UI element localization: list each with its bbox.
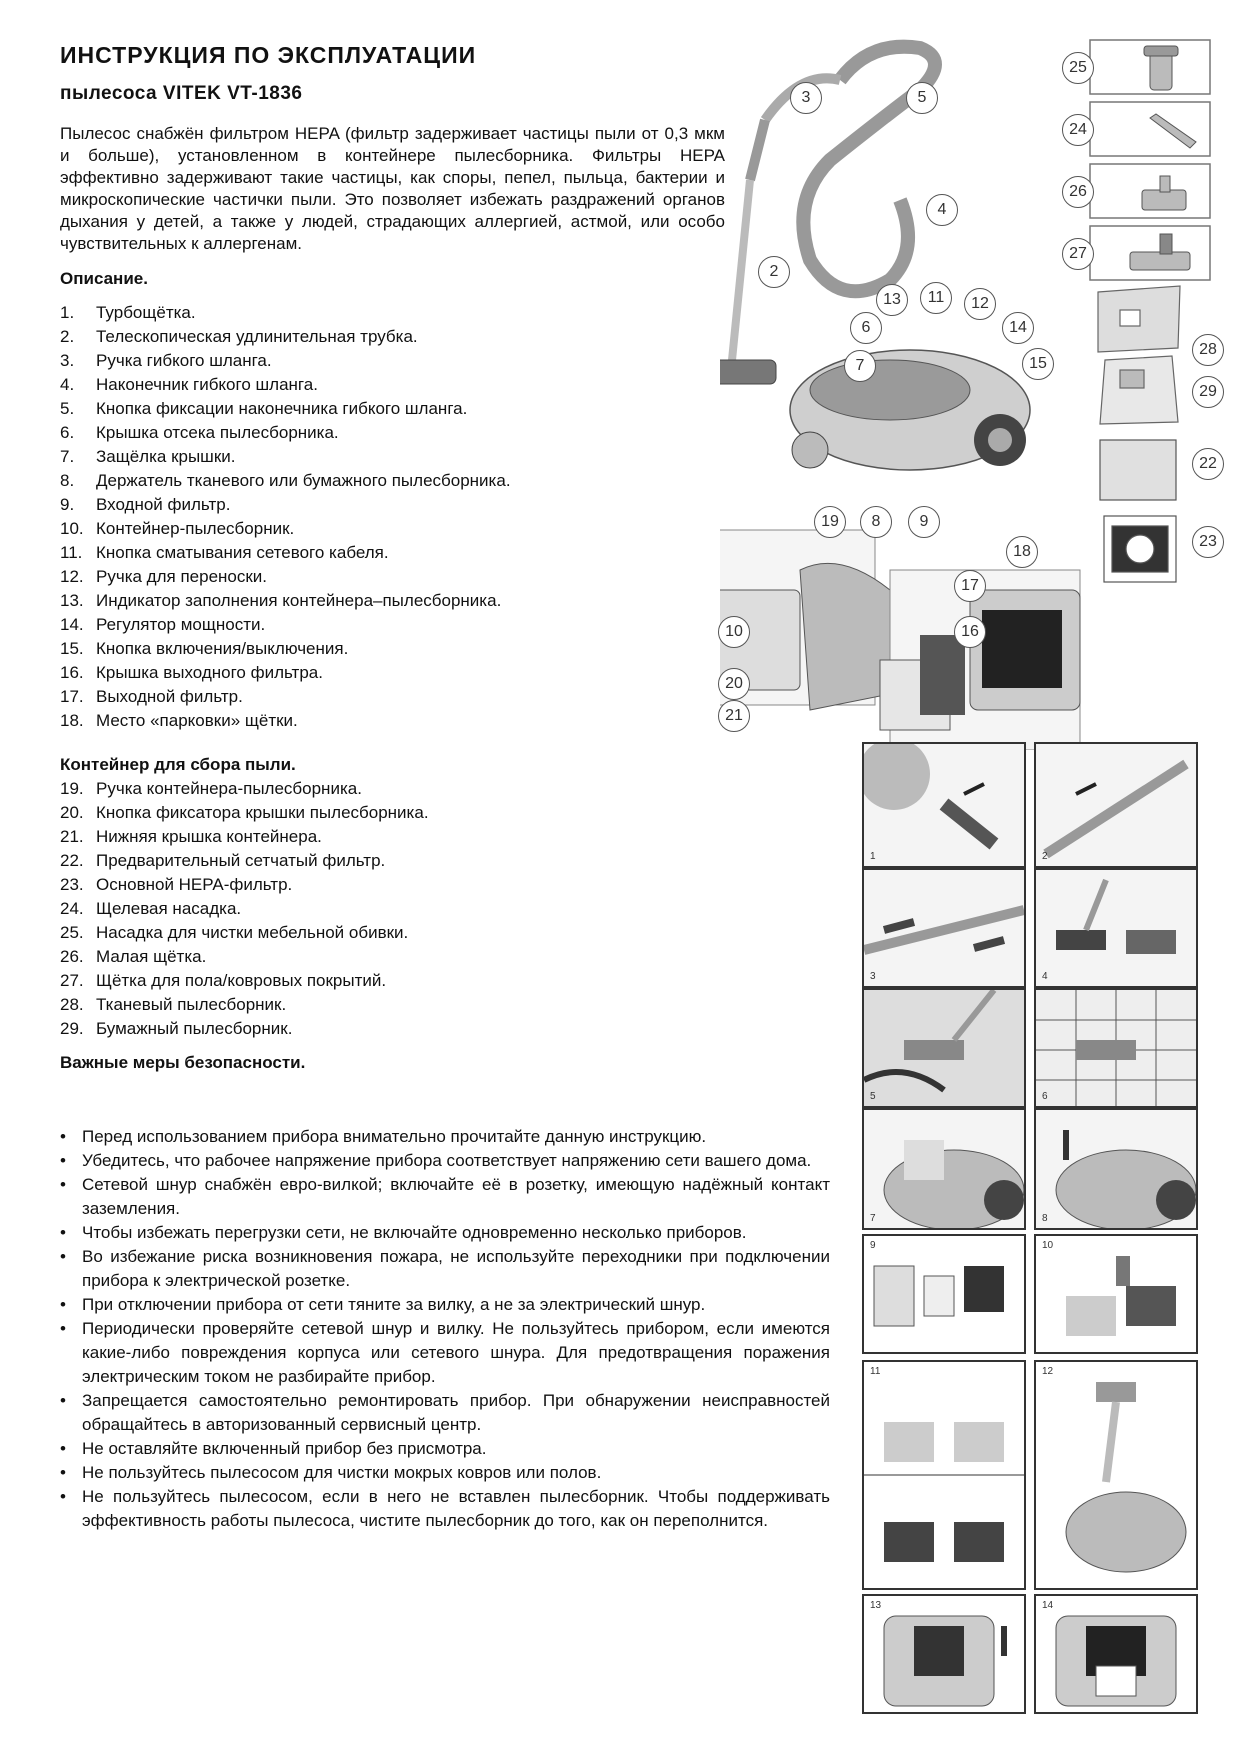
safety-item-text: Перед использованием прибора внимательно прочитайте данную инструкцию.: [82, 1127, 707, 1146]
list-item-number: 21.: [60, 827, 84, 846]
list-item-text: Регулятор мощности.: [96, 615, 266, 634]
list-item-text: Щелевая насадка.: [96, 899, 242, 918]
list-item-number: 1.: [60, 303, 75, 322]
list-item-text: Насадка для чистки мебельной обивки.: [96, 923, 409, 942]
list-item-number: 28.: [60, 995, 84, 1014]
page-subtitle: пылесоса VITEK VT-1836: [60, 83, 303, 104]
list-item: [60, 685, 725, 709]
list-item: [60, 517, 725, 541]
step-number: 9: [870, 1240, 876, 1251]
list-item-text: Турбощётка.: [96, 303, 196, 322]
safety-item: [60, 1173, 830, 1221]
callout-4: 4: [926, 194, 958, 226]
list-item-text: Выходной фильтр.: [96, 687, 243, 706]
list-item-number: 3.: [60, 351, 75, 370]
list-item: [60, 945, 725, 969]
list-item-number: 23.: [60, 875, 84, 894]
list-item-text: Ручка для переноски.: [96, 567, 268, 586]
container-list: [60, 777, 725, 1041]
callout-22: 22: [1192, 448, 1224, 480]
safety-item-text: Не оставляйте включенный прибор без присмотра.: [82, 1439, 487, 1458]
list-item-text: Место «парковки» щётки.: [96, 711, 298, 730]
bullet-marker: •: [60, 1295, 66, 1314]
step-panel-14: [1034, 1594, 1198, 1714]
list-item-number: 29.: [60, 1019, 84, 1038]
safety-item: [60, 1293, 830, 1317]
step-number: 4: [1042, 971, 1048, 982]
list-item: [60, 397, 725, 421]
safety-item: [60, 1437, 830, 1461]
list-item-text: Кнопка фиксации наконечника гибкого шланга.: [96, 399, 468, 418]
step-panel-12: [1034, 1360, 1198, 1590]
safety-item: [60, 1389, 830, 1437]
callout-8: 8: [860, 506, 892, 538]
bullet-marker: •: [60, 1223, 66, 1242]
callout-2: 2: [758, 256, 790, 288]
callout-13: 13: [876, 284, 908, 316]
list-item-text: Кнопка фиксатора крышки пылесборника.: [96, 803, 429, 822]
list-item: [60, 825, 725, 849]
list-item: [60, 445, 725, 469]
step-number: 2: [1042, 851, 1048, 862]
list-item: [60, 777, 725, 801]
callout-28: 28: [1192, 334, 1224, 366]
list-item-number: 4.: [60, 375, 75, 394]
bullet-marker: •: [60, 1175, 66, 1194]
step-number: 3: [870, 971, 876, 982]
list-item-text: Контейнер-пылесборник.: [96, 519, 295, 538]
list-item-number: 2.: [60, 327, 75, 346]
safety-item-text: Не пользуйтесь пылесосом для чистки мокрых ковров или полов.: [82, 1463, 602, 1482]
list-item-number: 9.: [60, 495, 75, 514]
list-item: [60, 325, 725, 349]
list-item-number: 13.: [60, 591, 84, 610]
callout-7: 7: [844, 350, 876, 382]
bullet-marker: •: [60, 1319, 66, 1338]
bullet-marker: •: [60, 1463, 66, 1482]
list-item-number: 22.: [60, 851, 84, 870]
list-item: [60, 469, 725, 493]
safety-item: [60, 1317, 830, 1389]
callout-27: 27: [1062, 238, 1094, 270]
safety-item-text: Запрещается самостоятельно ремонтировать прибор. При обнаружении неисправностей обращайтесь в авторизованный сервисный центр.: [82, 1391, 830, 1434]
safety-item: [60, 1221, 830, 1245]
list-item-text: Телескопическая удлинительная трубка.: [96, 327, 418, 346]
step-number: 12: [1042, 1366, 1054, 1377]
list-item-text: Основной HEPA-фильтр.: [96, 875, 293, 894]
safety-item-text: Во избежание риска возникновения пожара, не используйте переходники при подключении прибора к электрической розетке.: [82, 1247, 830, 1290]
safety-item-text: Периодически проверяйте сетевой шнур и вилку. Не пользуйтесь прибором, если имеются какие-либо повреждения корпуса или сетевого шнура. Для предотвращения поражения электрическим током не разбирайте прибор.: [82, 1319, 830, 1386]
list-item: [60, 373, 725, 397]
safety-item: [60, 1125, 830, 1149]
list-item: [60, 421, 725, 445]
bullet-marker: •: [60, 1439, 66, 1458]
intro-paragraph: Пылесос снабжён фильтром HEPA (фильтр задерживает частицы пыли от 0,3 мкм и больше), установленном в контейнере пылесборника. Фильтры HEPA эффективно задерживают такие частицы, как споры, пепел, пыльца, бактерии и микроскопические частички пыли. Это позволяет избежать раздражений органов дыхания у детей, а также у людей, страдающих аллергией, астмой, или особо чувствительных к аллергенам.: [60, 124, 725, 253]
list-item-text: Тканевый пылесборник.: [96, 995, 287, 1014]
safety-list: [60, 1125, 830, 1533]
description-heading: Описание.: [60, 269, 148, 288]
list-item-text: Ручка контейнера-пылесборника.: [96, 779, 362, 798]
step-panel-4: [1034, 868, 1198, 988]
step-number: 10: [1042, 1240, 1054, 1251]
container-heading: Контейнер для сбора пыли.: [60, 755, 296, 774]
callout-18: 18: [1006, 536, 1038, 568]
callout-6: 6: [850, 312, 882, 344]
callout-26: 26: [1062, 176, 1094, 208]
list-item-number: 27.: [60, 971, 84, 990]
list-item: [60, 661, 725, 685]
list-item-number: 10.: [60, 519, 84, 538]
step-panel-13: [862, 1594, 1026, 1714]
list-item-number: 12.: [60, 567, 84, 586]
list-item-number: 8.: [60, 471, 75, 490]
callout-14: 14: [1002, 312, 1034, 344]
bullet-marker: •: [60, 1391, 66, 1410]
list-item-number: 17.: [60, 687, 84, 706]
step-panel-1: [862, 742, 1026, 868]
callout-3: 3: [790, 82, 822, 114]
list-item: [60, 301, 725, 325]
list-item-text: Бумажный пылесборник.: [96, 1019, 293, 1038]
step-panels: [862, 742, 1214, 1742]
list-item-text: Крышка отсека пылесборника.: [96, 423, 339, 442]
step-panel-2: [1034, 742, 1198, 868]
callout-19: 19: [814, 506, 846, 538]
list-item-number: 20.: [60, 803, 84, 822]
list-item-number: 25.: [60, 923, 84, 942]
list-item: [60, 637, 725, 661]
step-panel-6: [1034, 988, 1198, 1108]
callout-17: 17: [954, 570, 986, 602]
list-item-text: Крышка выходного фильтра.: [96, 663, 323, 682]
list-item-number: 5.: [60, 399, 75, 418]
page-title: ИНСТРУКЦИЯ ПО ЭКСПЛУАТАЦИИ: [60, 42, 477, 68]
safety-section: [60, 1125, 830, 1533]
step-number: 11: [870, 1366, 881, 1377]
description-list: [60, 301, 725, 733]
step-number: 14: [1042, 1600, 1054, 1611]
list-item-number: 24.: [60, 899, 84, 918]
callout-21: 21: [718, 700, 750, 732]
callout-11: 11: [920, 282, 952, 314]
list-item-text: Ручка гибкого шланга.: [96, 351, 272, 370]
list-item: [60, 541, 725, 565]
step-panel-7: [862, 1108, 1026, 1230]
list-item: [60, 873, 725, 897]
bullet-marker: •: [60, 1127, 66, 1146]
list-item: [60, 801, 725, 825]
text-column: [60, 42, 725, 1085]
safety-item: [60, 1245, 830, 1293]
list-item-text: Кнопка сматывания сетевого кабеля.: [96, 543, 389, 562]
list-item-text: Индикатор заполнения контейнера–пылесборника.: [96, 591, 502, 610]
list-item-number: 7.: [60, 447, 75, 466]
bullet-marker: •: [60, 1247, 66, 1266]
callout-20: 20: [718, 668, 750, 700]
safety-item: [60, 1485, 830, 1533]
step-panel-10: [1034, 1234, 1198, 1354]
list-item: [60, 921, 725, 945]
callout-12: 12: [964, 288, 996, 320]
callout-24: 24: [1062, 114, 1094, 146]
step-number: 6: [1042, 1091, 1048, 1102]
callout-10: 10: [718, 616, 750, 648]
list-item-number: 19.: [60, 779, 84, 798]
list-item: [60, 349, 725, 373]
step-number: 13: [870, 1600, 882, 1611]
list-item: [60, 849, 725, 873]
list-item: [60, 493, 725, 517]
list-item-number: 15.: [60, 639, 84, 658]
list-item: [60, 613, 725, 637]
parts-diagram: [720, 30, 1230, 750]
list-item-text: Наконечник гибкого шланга.: [96, 375, 318, 394]
safety-item-text: Убедитесь, что рабочее напряжение прибора соответствует напряжению сети вашего дома.: [82, 1151, 812, 1170]
step-number: 1: [870, 851, 876, 862]
safety-item-text: Сетевой шнур снабжён евро-вилкой; включайте её в розетку, имеющую надёжный контакт заземления.: [82, 1175, 830, 1218]
list-item: [60, 565, 725, 589]
safety-item-text: Чтобы избежать перегрузки сети, не включайте одновременно несколько приборов.: [82, 1223, 747, 1242]
list-item-number: 11.: [60, 543, 83, 562]
callout-9: 9: [908, 506, 940, 538]
safety-item: [60, 1149, 830, 1173]
step-panel-11: [862, 1360, 1026, 1590]
bullet-marker: •: [60, 1151, 66, 1170]
list-item-text: Малая щётка.: [96, 947, 207, 966]
list-item: [60, 1017, 725, 1041]
step-number: 5: [870, 1091, 876, 1102]
step-panel-5: [862, 988, 1026, 1108]
callout-23: 23: [1192, 526, 1224, 558]
list-item-text: Защёлка крышки.: [96, 447, 236, 466]
list-item: [60, 993, 725, 1017]
step-panel-8: [1034, 1108, 1198, 1230]
list-item-text: Входной фильтр.: [96, 495, 231, 514]
safety-heading: Важные меры безопасности.: [60, 1053, 306, 1072]
callout-15: 15: [1022, 348, 1054, 380]
list-item: [60, 589, 725, 613]
step-panel-3: [862, 868, 1026, 988]
step-number: 7: [870, 1213, 876, 1224]
list-item-number: 6.: [60, 423, 75, 442]
list-item-number: 18.: [60, 711, 84, 730]
list-item-number: 14.: [60, 615, 84, 634]
list-item: [60, 897, 725, 921]
list-item: [60, 709, 725, 733]
step-number: 8: [1042, 1213, 1048, 1224]
list-item-number: 26.: [60, 947, 84, 966]
callout-16: 16: [954, 616, 986, 648]
list-item-text: Держатель тканевого или бумажного пылесборника.: [96, 471, 511, 490]
safety-item: [60, 1461, 830, 1485]
callout-29: 29: [1192, 376, 1224, 408]
list-item-text: Щётка для пола/ковровых покрытий.: [96, 971, 387, 990]
step-panel-9: [862, 1234, 1026, 1354]
list-item-text: Кнопка включения/выключения.: [96, 639, 349, 658]
list-item: [60, 969, 725, 993]
callout-25: 25: [1062, 52, 1094, 84]
list-item-text: Нижняя крышка контейнера.: [96, 827, 322, 846]
list-item-number: 16.: [60, 663, 84, 682]
callout-5: 5: [906, 82, 938, 114]
safety-item-text: При отключении прибора от сети тяните за вилку, а не за электрический шнур.: [82, 1295, 706, 1314]
list-item-text: Предварительный сетчатый фильтр.: [96, 851, 386, 870]
bullet-marker: •: [60, 1487, 66, 1506]
safety-item-text: Не пользуйтесь пылесосом, если в него не вставлен пылесборник. Чтобы поддерживать эффективность работы пылесоса, чистите пылесборник до того, как он переполнится.: [82, 1487, 830, 1530]
